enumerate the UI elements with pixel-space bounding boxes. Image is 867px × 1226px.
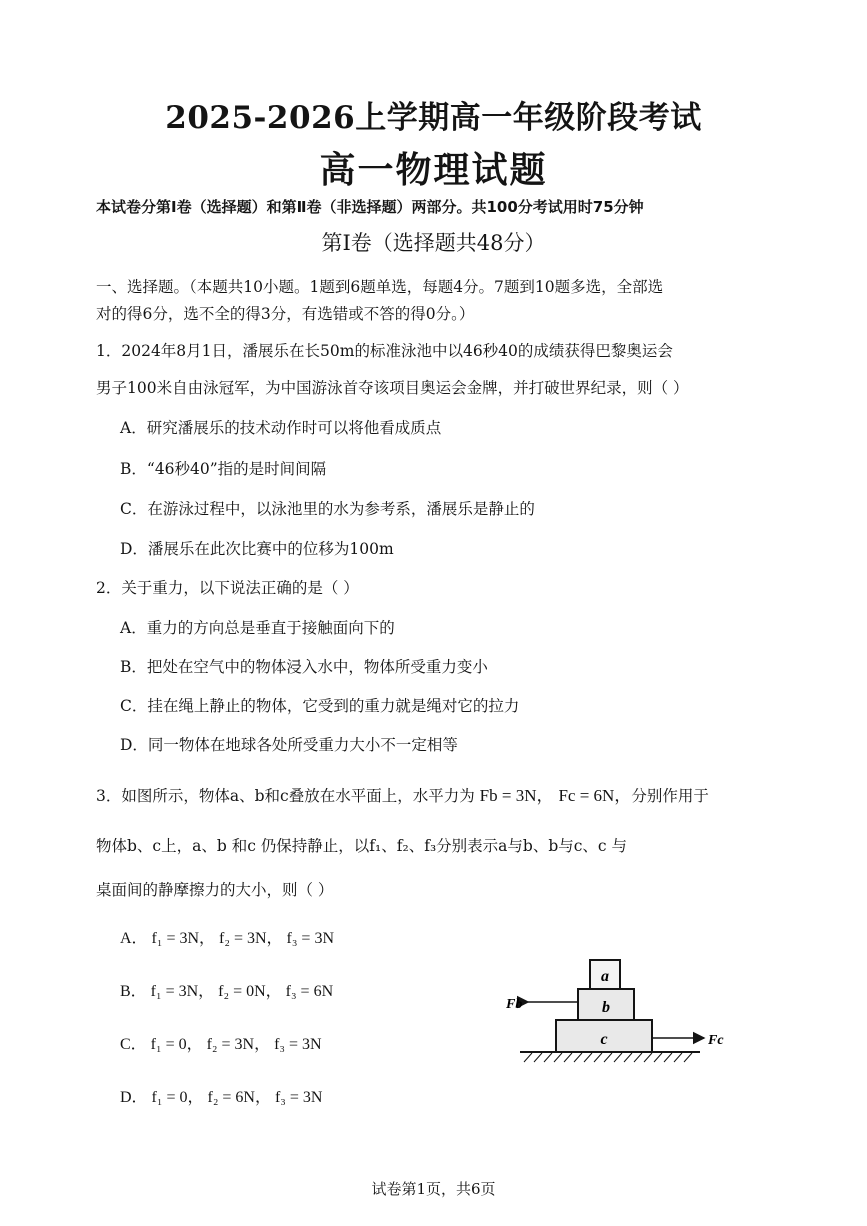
block-b-label: b — [602, 999, 610, 1016]
volume-title: 第Ⅰ卷（选择题共48分） — [321, 231, 546, 255]
q3-option-a: A． f₁ = 3N， f₂ = 3N， f₃ = 3N — [120, 930, 335, 947]
ground-hatching — [524, 1053, 692, 1062]
q3-stem-part2: a、b和c叠放在水平面上，水平力为 — [229, 787, 475, 805]
block-c-label: c — [600, 1031, 608, 1048]
q3-option-b: B． f₁ = 3N， f₂ = 0N， f₃ = 6N — [120, 983, 334, 1000]
q2-option-b: B．把处在空气中的物体浸入水中，物体所受重力变小 — [120, 658, 488, 676]
q3-option-d: D． f₁ = 0， f₂ = 6N， f₃ = 3N — [120, 1089, 323, 1106]
force-fc-label: Fc — [708, 1033, 724, 1048]
q1-option-c: C．在游泳过程中，以泳池里的水为参考系，潘展乐是静止的 — [120, 500, 535, 518]
block-a-label: a — [601, 968, 609, 985]
q2-stem: 2．关于重力，以下说法正确的是（ ） — [96, 579, 359, 597]
q3-fb-equation: Fb = 3N， — [479, 786, 554, 805]
q1-stem-line1: 1．2024年8月1日，潘展乐在长50m的标准泳池中以46秒40的成绩获得巴黎奥运会 — [96, 342, 673, 360]
q1-option-b: B．“46秒40”指的是时间间隔 — [120, 460, 327, 478]
q2-option-a: A．重力的方向总是垂直于接触面向下的 — [120, 619, 395, 637]
q2-option-d: D．同一物体在地球各处所受重力大小不一定相等 — [120, 736, 458, 754]
section-intro-line2: 对的得6分，选不全的得3分，有选错或不答的得0分。） — [96, 305, 475, 323]
q1-stem-line2: 男子100米自由泳冠军，为中国游泳首夺该项目奥运会金牌，并打破世界纪录，则（ ） — [96, 379, 689, 397]
exam-note: 本试卷分第Ⅰ卷（选择题）和第Ⅱ卷（非选择题）两部分。共100分考试用时75分钟 — [96, 198, 644, 216]
q3-stem-line2: 物体b、c上，a、b 和c 仍保持静止，以f₁、f₂、f₃分别表示a与b、b与c、c 与 — [96, 837, 628, 855]
exam-title: 2025-2026上学期高一年级阶段考试 — [165, 100, 702, 136]
q3-stem-part1: 3．如图所示，物体 — [96, 787, 230, 805]
q3-stem-line3: 桌面间的静摩擦力的大小，则（ ） — [96, 881, 334, 899]
q3-block-diagram — [500, 952, 740, 1072]
page-footer: 试卷第1页，共6页 — [371, 1180, 496, 1198]
q1-option-d: D．潘展乐在此次比赛中的位移为100m — [120, 540, 394, 558]
q3-option-c: C． f₁ = 0， f₂ = 3N， f₃ = 3N — [120, 1036, 322, 1053]
q1-option-a: A．研究潘展乐的技术动作时可以将他看成质点 — [120, 419, 442, 437]
q3-fc-equation: Fc = 6N， — [558, 786, 632, 805]
q3-stem-line1 — [96, 781, 709, 806]
section-intro-line1: 一、选择题。（本题共10小题。1题到6题单选，每题4分。7题到10题多选，全部选 — [96, 278, 664, 296]
subject-title: 高一物理试题 — [319, 149, 548, 191]
force-fb-label: Fb — [506, 997, 523, 1012]
q3-stem-part3: 分别作用于 — [631, 787, 709, 805]
q2-option-c: C．挂在绳上静止的物体，它受到的重力就是绳对它的拉力 — [120, 697, 520, 715]
